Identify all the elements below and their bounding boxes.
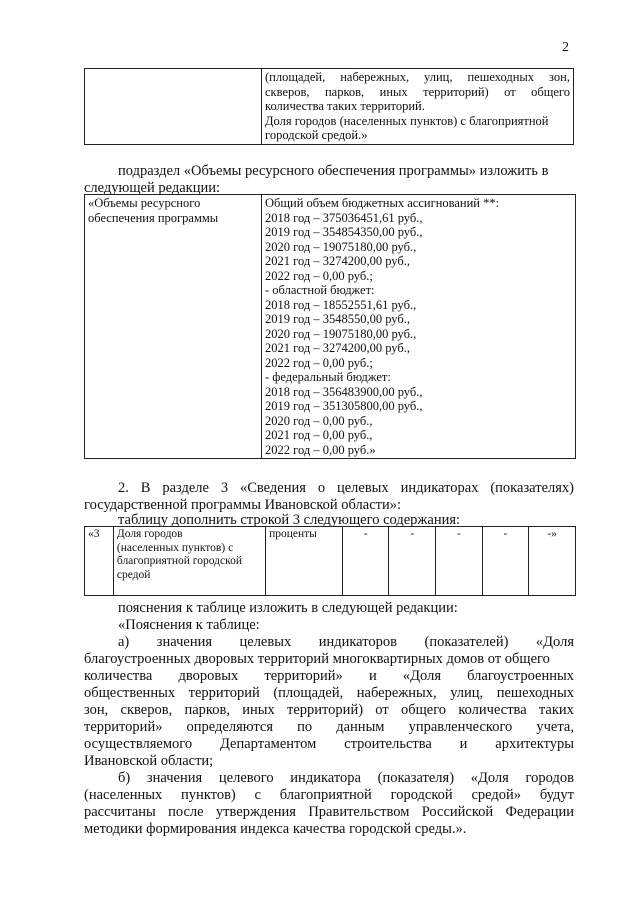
word: от: [375, 702, 389, 718]
resources-line: 2021 год – 3274200,00 руб.,: [265, 341, 410, 355]
resources-line: 2020 год – 19075180,00 руб.,: [265, 326, 417, 341]
word: по: [297, 719, 313, 735]
word: будут: [539, 787, 574, 803]
resources-line: 2018 год – 375036451,61 руб.,: [265, 210, 423, 225]
word: значения: [146, 770, 203, 786]
word: (площадей,: [265, 70, 326, 84]
word: улиц,: [424, 70, 453, 84]
word: улиц,: [450, 685, 484, 701]
word: индикатора: [290, 770, 361, 786]
word: целевых: [336, 480, 389, 496]
explanation-a-line: благоустроенных дворовых территорий многоквартирных домов от общего: [84, 651, 550, 667]
top-table-line: Доля городов (населенных пунктов) с благоприятной: [265, 113, 549, 128]
resources-line: 2018 год – 356483900,00 руб.,: [265, 384, 423, 399]
word: учета,: [536, 719, 574, 735]
paragraph-section3-line1: [118, 480, 574, 497]
word: и: [368, 668, 377, 684]
resources-label-cell: [85, 195, 262, 459]
word: скверов,: [120, 702, 173, 718]
top-table-line: количества таких территорий.: [265, 99, 425, 113]
top-table-fragment: [84, 68, 574, 145]
value-cell: -: [436, 527, 483, 596]
paragraph-section3-line2: государственной программы Ивановской области»:: [84, 497, 402, 513]
resources-line: 2020 год – 19075180,00 руб.,: [265, 239, 417, 254]
explanation-b-line: методики формирования индекса качества городской среды.».: [84, 821, 467, 837]
word: Правительством: [308, 804, 410, 820]
word: с: [254, 787, 261, 803]
word: иных: [242, 702, 275, 718]
indicator-name: [113, 527, 265, 596]
word: территорий): [423, 84, 489, 99]
resources-line: Общий объем бюджетных ассигнований **:: [265, 196, 500, 210]
resources-line: 2019 год – 354854350,00 руб.,: [265, 225, 423, 239]
word: значения: [156, 634, 213, 650]
word: пешеходных: [496, 685, 574, 701]
word: рассчитаны: [84, 804, 156, 820]
word: парков,: [324, 84, 365, 99]
explanation-b-line: [84, 770, 574, 787]
word: «Сведения: [240, 480, 306, 496]
word: после: [168, 804, 204, 820]
explanation-b: [84, 770, 574, 838]
resources-line: 2019 год – 351305800,00 руб.,: [265, 399, 423, 413]
explanation-a: [84, 634, 574, 770]
top-table-line: [265, 70, 570, 85]
resources-values-cell: [262, 195, 576, 459]
indicator-name-line: Доля городов: [116, 528, 183, 540]
resources-line: - областной бюджет:: [265, 283, 375, 297]
word: индикаторов: [318, 634, 397, 650]
word: дворовых: [178, 668, 239, 684]
indicator-name-line: средой: [116, 568, 151, 581]
word: благоприятной: [279, 787, 372, 803]
resources-line: 2022 год – 0,00 руб.;: [265, 268, 373, 283]
word: Федерации: [505, 804, 574, 820]
word: управленческого: [408, 719, 513, 735]
explanations-heading: «Пояснения к таблице:: [118, 617, 260, 633]
word: «Доля: [470, 770, 509, 786]
word: (показателях): [490, 480, 574, 496]
explanation-a-line: [84, 685, 574, 702]
word: о: [317, 480, 326, 496]
value-cell: -: [389, 527, 436, 596]
word: 3: [220, 480, 229, 496]
page-number: 2: [562, 40, 569, 55]
explanation-a-line: [84, 736, 574, 753]
word: таких: [538, 702, 574, 718]
word: пешеходных: [467, 70, 535, 84]
word: В: [140, 480, 151, 496]
explanation-b-line: [84, 787, 574, 804]
word: индикаторах: [400, 480, 479, 496]
resources-line: 2018 год – 18552551,61 руб.,: [265, 297, 417, 312]
explanation-a-line: [84, 702, 574, 719]
word: территорий»: [84, 719, 163, 735]
word: территорий): [287, 702, 364, 718]
word: набережных,: [340, 70, 410, 84]
para-line: следующей редакции:: [84, 180, 221, 196]
paragraph-section3-line3: таблицу дополнить строкой 3 следующего содержания:: [118, 512, 461, 528]
resources-line: 2021 год – 0,00 руб.,: [265, 428, 373, 442]
explanation-a-line: Ивановской области;: [84, 753, 214, 769]
word: (показателей): [424, 634, 509, 650]
word: пунктов): [181, 787, 236, 803]
word: набережных,: [356, 685, 437, 701]
word: целевого: [218, 770, 274, 786]
indicator-name-line: благоприятной городской: [116, 555, 242, 567]
unit-cell: проценты: [266, 527, 343, 596]
word: городов: [525, 770, 574, 786]
word: общего: [400, 702, 447, 718]
word: скверов,: [265, 84, 310, 99]
word: данным: [336, 719, 385, 735]
resources-table: [84, 194, 576, 459]
word: б): [118, 770, 131, 786]
explanation-a-line: [84, 634, 574, 651]
word: парков,: [184, 702, 230, 718]
explanations-intro: пояснения к таблице изложить в следующей редакции:: [118, 600, 458, 616]
word: территорий»: [264, 668, 343, 684]
word: (площадей,: [273, 685, 344, 701]
indicator-table-row3: [84, 526, 576, 596]
value-cell: -: [482, 527, 529, 596]
word: (показателя): [377, 770, 455, 786]
word: 2.: [118, 480, 129, 496]
explanation-a-line: [84, 719, 574, 736]
para-line: подраздел «Объемы ресурсного обеспечения программы» изложить в: [118, 163, 549, 179]
resources-line: 2020 год – 0,00 руб.,: [265, 413, 373, 428]
empty-cell: [85, 69, 262, 145]
explanation-a-line: [84, 668, 574, 685]
resources-line: 2019 год – 3548550,00 руб.,: [265, 312, 410, 326]
value-cell: -»: [529, 527, 576, 596]
word: средой»: [471, 787, 522, 803]
word: определяются: [186, 719, 274, 735]
resources-line: 2022 год – 0,00 руб.;: [265, 355, 373, 370]
word: Российской: [421, 804, 494, 820]
top-table-line: [265, 85, 570, 100]
top-table-line: городской средой.»: [265, 128, 368, 142]
resources-label-line: обеспечения программы: [88, 210, 219, 225]
word: разделе: [162, 480, 209, 496]
word: количества: [84, 668, 153, 684]
resources-line: 2021 год – 3274200,00 руб.,: [265, 254, 410, 268]
row-number: «3: [85, 527, 114, 596]
top-table-text: [262, 69, 574, 145]
indicator-name-line: (населенных пунктов) с: [116, 541, 234, 554]
word: территорий: [188, 685, 260, 701]
word: от: [504, 84, 516, 99]
paragraph-subsection-intro: [118, 163, 576, 180]
word: осуществляемого: [84, 736, 193, 752]
word: строительства: [344, 736, 432, 752]
word: количества: [458, 702, 527, 718]
word: благоустроенных: [467, 668, 574, 684]
word: общего: [531, 84, 570, 99]
explanation-b-line: [84, 804, 574, 821]
word: архитектуры: [495, 736, 574, 752]
value-cell: -: [342, 527, 389, 596]
resources-label-line: «Объемы ресурсного: [88, 196, 201, 210]
word: а): [118, 634, 130, 650]
word: целевых: [239, 634, 292, 650]
word: «Доля: [402, 668, 441, 684]
word: зон,: [84, 702, 109, 718]
word: Департаментом: [219, 736, 317, 752]
resources-line: - федеральный бюджет:: [265, 370, 391, 384]
word: зон,: [549, 70, 570, 84]
resources-line: 2022 год – 0,00 руб.»: [265, 442, 376, 457]
word: иных: [379, 84, 408, 99]
word: и: [459, 736, 468, 752]
word: городской: [390, 787, 453, 803]
word: (населенных: [84, 787, 163, 803]
word: утверждения: [215, 804, 296, 820]
word: общественных: [84, 685, 176, 701]
word: «Доля: [535, 634, 574, 650]
